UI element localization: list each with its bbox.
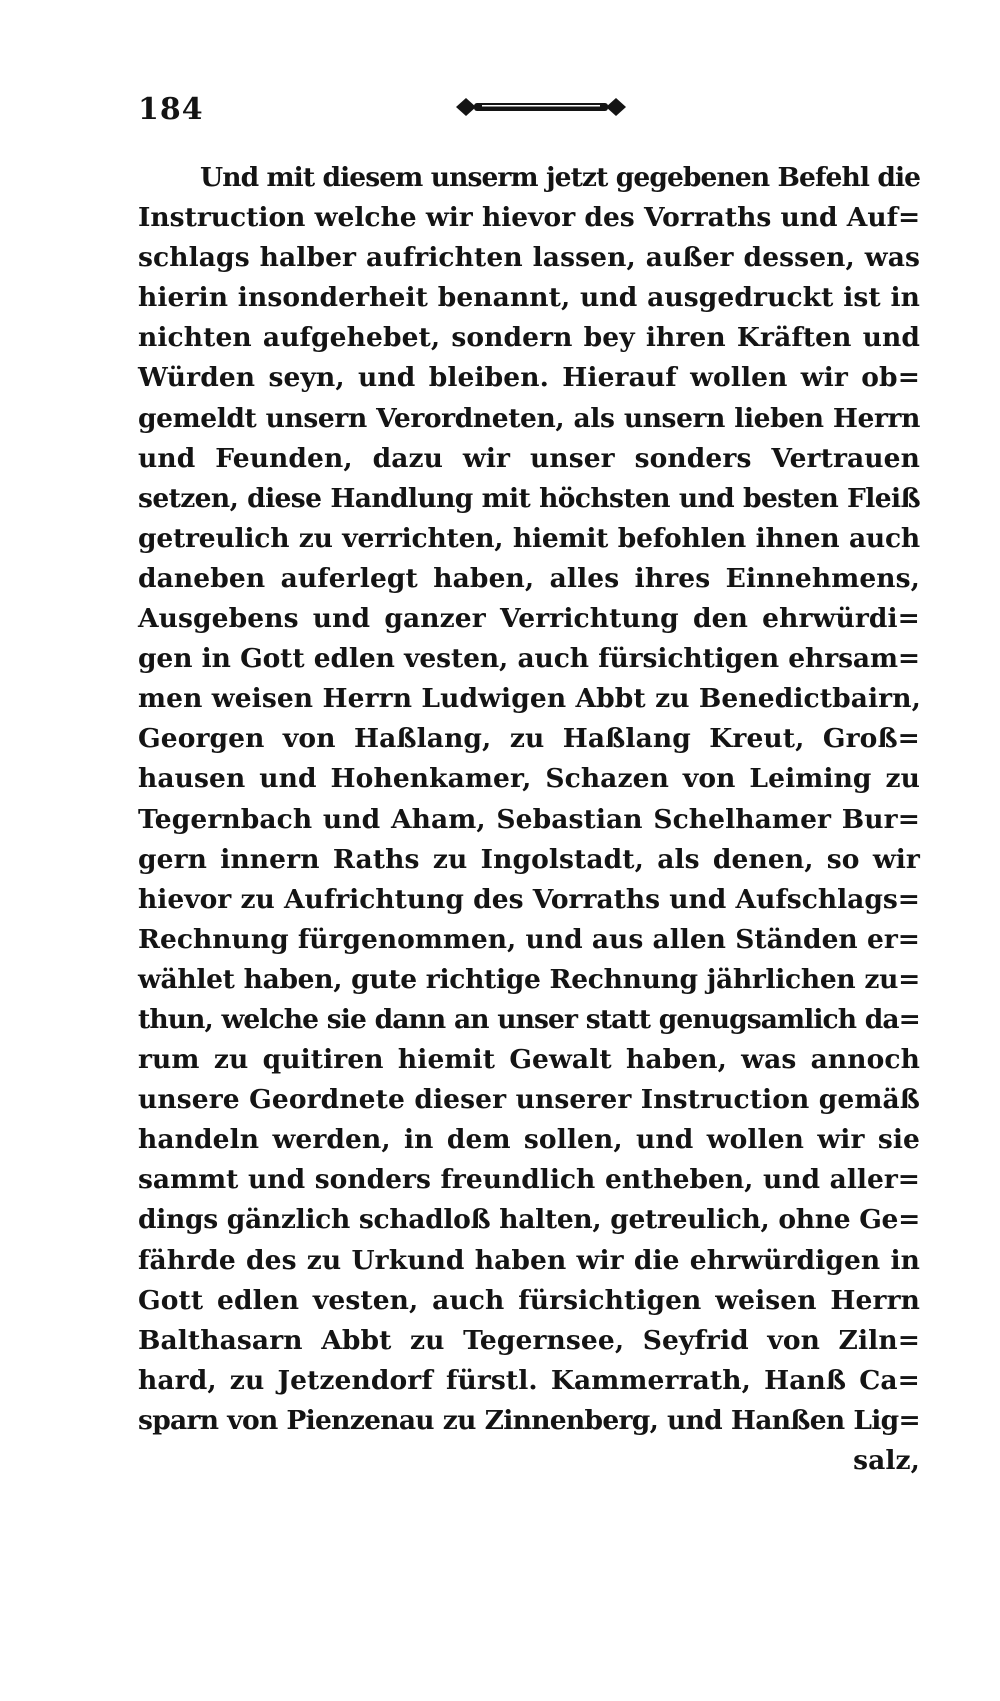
text-line: hierin insonderheit benannt, und ausgedruckt ist in (138, 282, 920, 314)
text-line: dings gänzlich schadloß halten, getreulich, ohne Ge= (138, 1204, 920, 1236)
text-line: getreulich zu verrichten, hiemit befohlen ihnen auch (138, 522, 920, 554)
text-line: daneben auferlegt haben, alles ihres Einnehmens, (138, 562, 920, 594)
text-line: hausen und Hohenkamer, Schazen von Leiming zu (138, 763, 920, 795)
text-line: unsere Geordnete dieser unserer Instruction gemäß (138, 1084, 920, 1116)
text-line: thun, welche sie dann an unser statt genugsamlich da= (138, 1003, 920, 1035)
text-line: Gott edlen vesten, auch fürsichtigen weisen Herrn (138, 1284, 920, 1316)
text-line: sparn von Pienzenau zu Zinnenberg, und Hanßen Lig= (138, 1404, 920, 1436)
text-line: handeln werden, in dem sollen, und wollen wir sie (138, 1124, 920, 1156)
text-line: hard, zu Jetzendorf fürstl. Kammerrath, Hanß Ca= (138, 1364, 920, 1396)
text-line: nichten aufgehebet, sondern bey ihren Kräften und (138, 322, 920, 354)
text-line: hievor zu Aufrichtung des Vorraths und Aufschlags= (138, 883, 920, 915)
text-line: Rechnung fürgenommen, und aus allen Ständen er= (138, 923, 920, 955)
page-number: 184 (138, 92, 204, 127)
text-line: fährde des zu Urkund haben wir die ehrwürdigen in (138, 1244, 920, 1276)
text-line: sammt und sonders freundlich entheben, und aller= (138, 1164, 920, 1196)
body-text (138, 158, 920, 1481)
text-line: rum zu quitiren hiemit Gewalt haben, was annoch (138, 1044, 920, 1076)
text-line: Würden seyn, und bleiben. Hierauf wollen wir ob= (138, 362, 920, 394)
catchword: salz, (853, 1445, 920, 1476)
header-ornament (452, 92, 630, 122)
text-line: Ausgebens und ganzer Verrichtung den ehrwürdi= (138, 603, 920, 635)
text-line: Balthasarn Abbt zu Tegernsee, Seyfrid von Ziln= (138, 1324, 920, 1356)
text-line: gen in Gott edlen vesten, auch fürsichtigen ehrsam= (138, 643, 920, 675)
text-line: men weisen Herrn Ludwigen Abbt zu Benedictbairn, (138, 683, 921, 715)
text-line: wählet haben, gute richtige Rechnung jährlichen zu= (138, 963, 920, 995)
text-line: setzen, diese Handlung mit höchsten und besten Fleiß (138, 482, 920, 514)
text-line: und Feunden, dazu wir unser sonders Vertrauen (138, 442, 920, 474)
text-line: Instruction welche wir hievor des Vorraths und Auf= (138, 202, 921, 234)
text-line: Und mit diesem unserm jetzt gegebenen Befehl die (200, 162, 921, 193)
text-line: gemeldt unsern Verordneten, als unsern lieben Herrn (138, 402, 920, 434)
text-line: gern innern Raths zu Ingolstadt, als denen, so wir (138, 843, 920, 875)
text-line: Georgen von Haßlang, zu Haßlang Kreut, Groß= (138, 723, 920, 755)
text-line: Tegernbach und Aham, Sebastian Schelhamer Bur= (138, 803, 920, 835)
text-line: schlags halber aufrichten lassen, außer dessen, was (138, 242, 920, 274)
